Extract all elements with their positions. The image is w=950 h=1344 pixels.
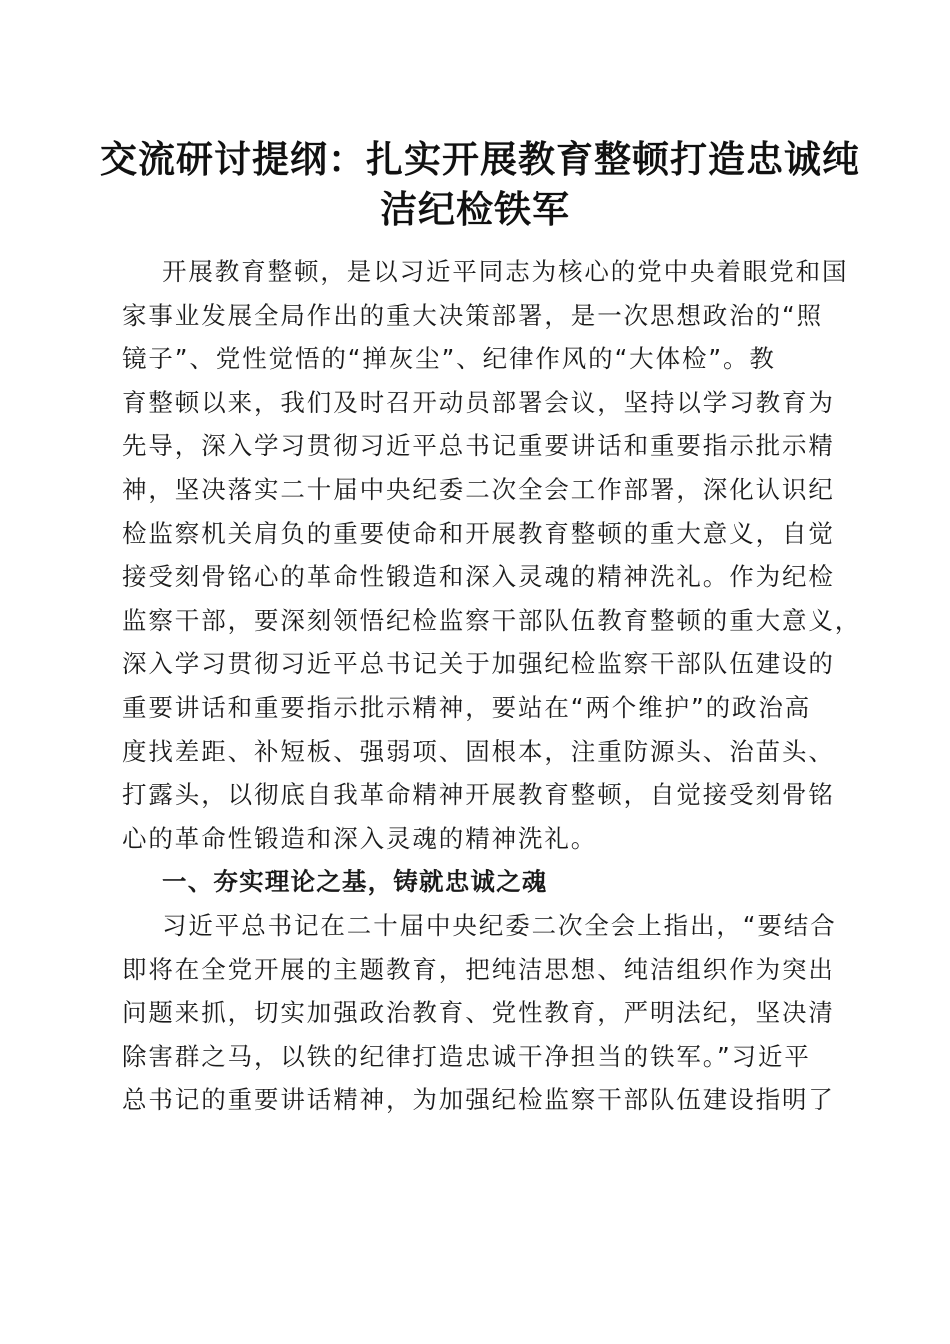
document-body <box>122 250 862 1122</box>
text-line: 接受刻骨铭心的革命性锻造和深入灵魂的精神洗礼。作为纪检 <box>122 562 835 592</box>
title-line: 交流研讨提纲：扎实开展教育整顿打造忠诚纯 <box>100 137 860 181</box>
text-line: 习近平总书记在二十届中央纪委二次全会上指出，“要结合 <box>162 910 837 940</box>
text-line: 打露头，以彻底自我革命精神开展教育整顿，自觉接受刻骨铭 <box>122 780 835 810</box>
text-line: 镜子”、党性觉悟的“掸灰尘”、纪律作风的“大体检”。教 <box>122 344 776 374</box>
paragraph-section-1 <box>122 904 837 1122</box>
text-line: 监察干部，要深刻领悟纪检监察干部队伍教育整顿的重大意义， <box>122 605 862 635</box>
text-line: 除害群之马，以铁的纪律打造忠诚干净担当的铁军。”习近平 <box>122 1041 811 1071</box>
text-line: 度找差距、补短板、强弱项、固根本，注重防源头、治苗头、 <box>122 736 835 766</box>
text-line: 总书记的重要讲话精神，为加强纪检监察干部队伍建设指明了 <box>122 1085 835 1115</box>
text-line: 检监察机关肩负的重要使命和开展教育整顿的重大意义，自觉 <box>122 518 835 548</box>
title-line: 洁纪检铁军 <box>380 187 570 231</box>
text-line: 先导，深入学习贯彻习近平总书记重要讲话和重要指示批示精 <box>122 431 835 461</box>
text-line: 深入学习贯彻习近平总书记关于加强纪检监察干部队伍建设的 <box>122 649 835 679</box>
text-line: 重要讲话和重要指示批示精神，要站在“两个维护”的政治高 <box>122 692 812 722</box>
section-heading: 一、夯实理论之基，铸就忠诚之魂 <box>162 867 548 897</box>
document-title <box>100 134 860 234</box>
text-line: 开展教育整顿，是以习近平同志为核心的党中央着眼党和国 <box>162 257 849 286</box>
text-line: 神，坚决落实二十届中央纪委二次全会工作部署，深化认识纪 <box>122 474 835 504</box>
text-line: 即将在全党开展的主题教育，把纯洁思想、纯洁组织作为突出 <box>122 954 835 984</box>
text-line: 育整顿以来，我们及时召开动员部署会议，坚持以学习教育为 <box>122 387 835 417</box>
text-line: 问题来抓，切实加强政治教育、党性教育，严明法纪，坚决清 <box>122 998 835 1028</box>
text-line: 家事业发展全局作出的重大决策部署，是一次思想政治的“照 <box>122 300 823 330</box>
text-line: 心的革命性锻造和深入灵魂的精神洗礼。 <box>122 823 598 853</box>
paragraph-intro <box>122 250 862 860</box>
